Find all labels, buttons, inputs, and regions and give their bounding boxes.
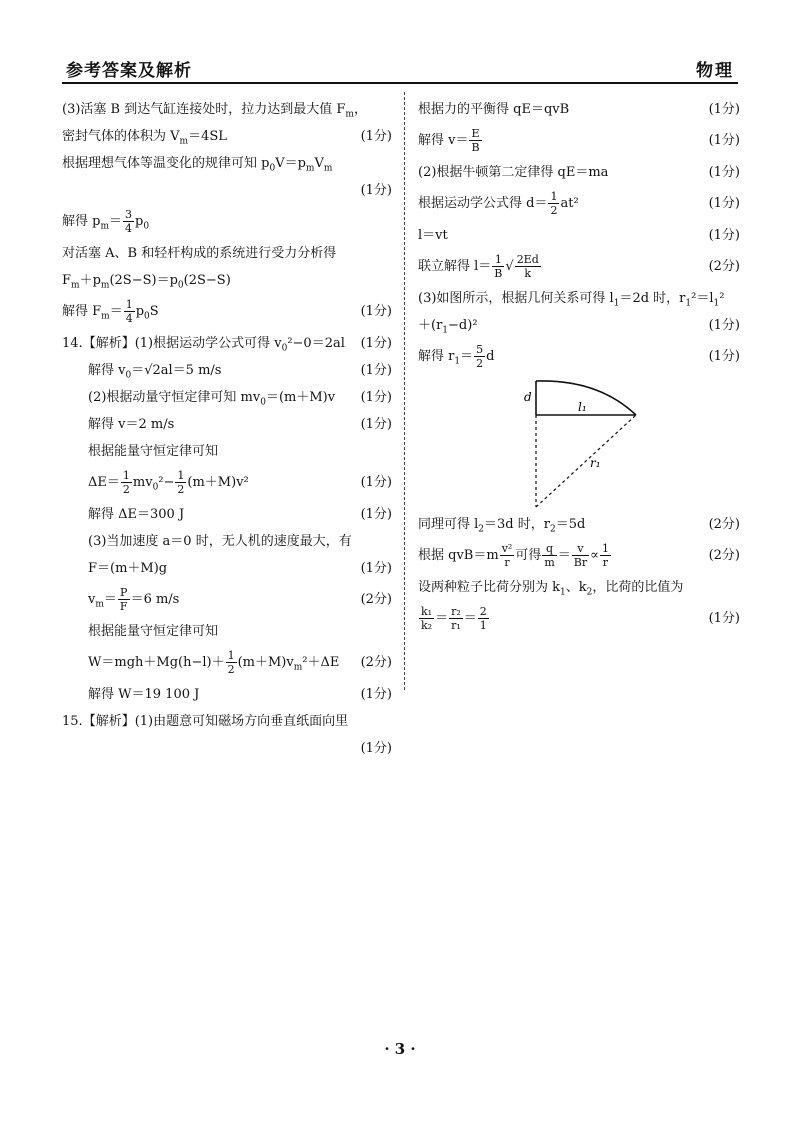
score: (1分) xyxy=(360,507,392,522)
line-text: 解得 W＝19 100 J xyxy=(88,687,200,702)
fraction: $\frac{q}{m}$ xyxy=(544,542,555,569)
answer-line xyxy=(62,330,392,357)
answer-line xyxy=(418,312,740,339)
answer-line xyxy=(418,249,740,285)
score: (1分) xyxy=(360,304,392,319)
left-column xyxy=(62,96,392,762)
answer-line xyxy=(62,123,392,150)
header-subject: 物理 xyxy=(696,61,734,81)
answer-line xyxy=(418,511,740,538)
label-d: d xyxy=(524,390,532,404)
line-text: $F_m+p_m(2S-S)=p_0(2S-S)$ xyxy=(62,273,231,291)
line-text: 解得 $v_0=√2al=5$ m/s xyxy=(88,363,222,381)
line-text: $+(r_1-d)^2$ xyxy=(418,318,478,336)
line-text: 对活塞 A、B 和轻杆构成的系统进行受力分析得 xyxy=(62,246,337,261)
line-text: 设两种粒子比荷分别为 $k_1$、$k_2$，比荷的比值为 xyxy=(418,580,684,598)
answer-line xyxy=(62,681,392,708)
fraction: $\frac{E}{B}$ xyxy=(471,127,480,154)
answer-line xyxy=(418,96,740,123)
answer-line xyxy=(62,294,392,330)
score: (1分) xyxy=(360,741,392,756)
line-text: 根据能量守恒定律可知 xyxy=(88,624,219,639)
answer-line xyxy=(62,204,392,240)
score: (1分) xyxy=(360,183,392,198)
line-text: 根据力的平衡得 qE＝qvB xyxy=(418,102,570,117)
question-number: 15. xyxy=(62,714,83,729)
fraction: $\frac{\text{k₁}}{\text{k₂}}$ xyxy=(421,605,433,632)
page-number: · 3 · xyxy=(384,1040,416,1058)
score: (1分) xyxy=(360,561,392,576)
answer-line xyxy=(62,708,392,735)
line-text: ΔE＝ $\frac{1}{2}$ $mv_0^2-$ $\frac{1}{2}$ (m＋M)v² xyxy=(88,469,249,496)
column-divider xyxy=(404,92,405,690)
score: (1分) xyxy=(708,165,740,180)
answer-line xyxy=(418,339,740,375)
line-text: 14.【解析】(1)根据运动学公式可得 $v_0^2-0=2al$ xyxy=(62,336,345,354)
header-title: 参考答案及解析 xyxy=(66,61,192,81)
fraction: $\frac{\text{v²}}{r}$ xyxy=(501,542,513,569)
score: (2分) xyxy=(708,548,740,563)
answer-line xyxy=(62,735,392,762)
fraction: $\frac{5}{2}$ xyxy=(476,343,484,370)
answer-line xyxy=(418,285,740,312)
line-text: W＝mgh＋Mg(h−l)＋ $\frac{1}{2}$ $(m+M)v_m^2+\Delta E$ xyxy=(88,649,340,676)
fraction: $\frac{3}{4}$ xyxy=(125,208,133,235)
fraction: $\frac{1}{2}$ xyxy=(227,649,235,676)
fraction: $\frac{1}{B}$ xyxy=(494,253,503,280)
fraction: $\frac{1}{4}$ xyxy=(125,298,133,325)
score: (1分) xyxy=(360,390,392,405)
line-text: 根据 qvB＝m $\frac{\text{v²}}{r}$ 可得 $\frac{q}{m}$ ＝ $\frac{v}{Br}$ ∝ $\frac{1}{r}$ xyxy=(418,542,609,569)
score: (1分) xyxy=(708,102,740,117)
answer-line xyxy=(62,465,392,501)
answer-line xyxy=(418,159,740,186)
line-text: 解得 ΔE＝300 J xyxy=(88,507,185,522)
fraction: $\frac{v}{Br}$ xyxy=(573,542,588,569)
line-text: $\frac{\text{k₁}}{\text{k₂}}$ ＝ $\frac{\text{r₂}}{\text{r₁}}$ ＝ $\frac{2}{1}$ xyxy=(421,605,487,632)
answer-line xyxy=(62,177,392,204)
line-text: 密封气体的体积为 $V_m=4SL$ xyxy=(62,129,227,147)
line-text: 解得 $p_m=$ $\frac{3}{4}$ $p_0$ xyxy=(62,208,150,235)
answer-line xyxy=(62,384,392,411)
answer-line xyxy=(62,150,392,177)
fraction: $\frac{1}{2}$ xyxy=(550,190,558,217)
answer-line xyxy=(62,582,392,618)
score: (1分) xyxy=(708,349,740,364)
answer-line xyxy=(418,186,740,222)
answer-line xyxy=(62,96,392,123)
fraction: $\frac{2Ed}{k}$ xyxy=(516,253,539,280)
geometry-diagram xyxy=(418,375,740,511)
score: (2分) xyxy=(708,517,740,532)
fraction: $\frac{1}{2}$ xyxy=(177,469,185,496)
answer-line xyxy=(62,411,392,438)
score: (1分) xyxy=(708,318,740,333)
score: (1分) xyxy=(360,475,392,490)
line-text: 联立解得 l＝ $\frac{1}{B}$ √ $\frac{2Ed}{k}$ xyxy=(418,253,539,280)
answer-line xyxy=(418,538,740,574)
line-text: $v_m=$ $\frac{P}{F}$ ＝6 m/s xyxy=(88,586,180,613)
dashed-radius xyxy=(536,415,636,507)
fraction: $\frac{P}{F}$ xyxy=(119,586,128,613)
line-text: 根据能量守恒定律可知 xyxy=(88,444,219,459)
answer-line xyxy=(62,555,392,582)
answer-line xyxy=(62,240,392,267)
score: (1分) xyxy=(708,611,740,626)
line-text: 15.【解析】(1)由题意可知磁场方向垂直纸面向里 xyxy=(62,714,349,729)
fraction: $\frac{1}{r}$ xyxy=(601,542,609,569)
score: (2分) xyxy=(360,655,392,670)
fraction: $\frac{1}{2}$ xyxy=(122,469,130,496)
score: (1分) xyxy=(708,133,740,148)
line-text: (2)根据牛顿第二定律得 qE＝ma xyxy=(418,165,609,180)
line-text: 同理可得 $l_2=3d$ 时，$r_2=5d$ xyxy=(418,517,586,535)
answer-line xyxy=(62,501,392,528)
label-r1: r₁ xyxy=(590,456,601,470)
fraction: $\frac{2}{1}$ xyxy=(479,605,487,632)
score: (1分) xyxy=(360,336,392,351)
answer-line xyxy=(62,438,392,465)
fraction: $\frac{\text{r₂}}{\text{r₁}}$ xyxy=(451,605,461,632)
line-text: l＝vt xyxy=(418,228,448,243)
label-l1: l₁ xyxy=(578,400,587,414)
question-number: 14. xyxy=(62,336,83,351)
answer-line xyxy=(418,574,740,601)
answer-line xyxy=(62,645,392,681)
line-text: 根据运动学公式得 d＝ $\frac{1}{2}$ at² xyxy=(418,190,579,217)
line-text: (2)根据动量守恒定律可知 $mv_0=(m+M)v$ xyxy=(88,390,336,408)
score: (1分) xyxy=(360,417,392,432)
score: (2分) xyxy=(708,259,740,274)
score: (1分) xyxy=(360,363,392,378)
answer-line xyxy=(418,601,740,637)
answer-line xyxy=(62,357,392,384)
line-text: 根据理想气体等温变化的规律可知 $p_0V=p_mV_m$ xyxy=(62,156,333,174)
answer-line xyxy=(62,528,392,555)
answer-line xyxy=(418,222,740,249)
line-text: (3)如图所示，根据几何关系可得 $l_1=2d$ 时，$r_1^2=l_1^2$ xyxy=(418,291,725,309)
score: (2分) xyxy=(360,592,392,607)
score: (1分) xyxy=(360,687,392,702)
line-text: 解得 v＝2 m/s xyxy=(88,417,175,432)
answer-line xyxy=(418,123,740,159)
page-header xyxy=(62,50,738,84)
answer-line xyxy=(62,267,392,294)
line-text: 解得 $r_1=$ $\frac{5}{2}$ d xyxy=(418,343,495,370)
line-text: (3)活塞 B 到达气缸连接处时，拉力达到最大值 $F_m$， xyxy=(62,102,367,120)
answer-line xyxy=(62,618,392,645)
line-text: 解得 v＝ $\frac{E}{B}$ xyxy=(418,127,480,154)
line-text: (3)当加速度 a＝0 时，无人机的速度最大，有 xyxy=(88,534,352,549)
right-column xyxy=(418,96,740,637)
score: (1分) xyxy=(360,129,392,144)
score: (1分) xyxy=(708,196,740,211)
line-text: 解得 $F_m=$ $\frac{1}{4}$ $p_0S$ xyxy=(62,298,159,325)
score: (1分) xyxy=(708,228,740,243)
line-text: F＝(m＋M)g xyxy=(88,561,168,576)
